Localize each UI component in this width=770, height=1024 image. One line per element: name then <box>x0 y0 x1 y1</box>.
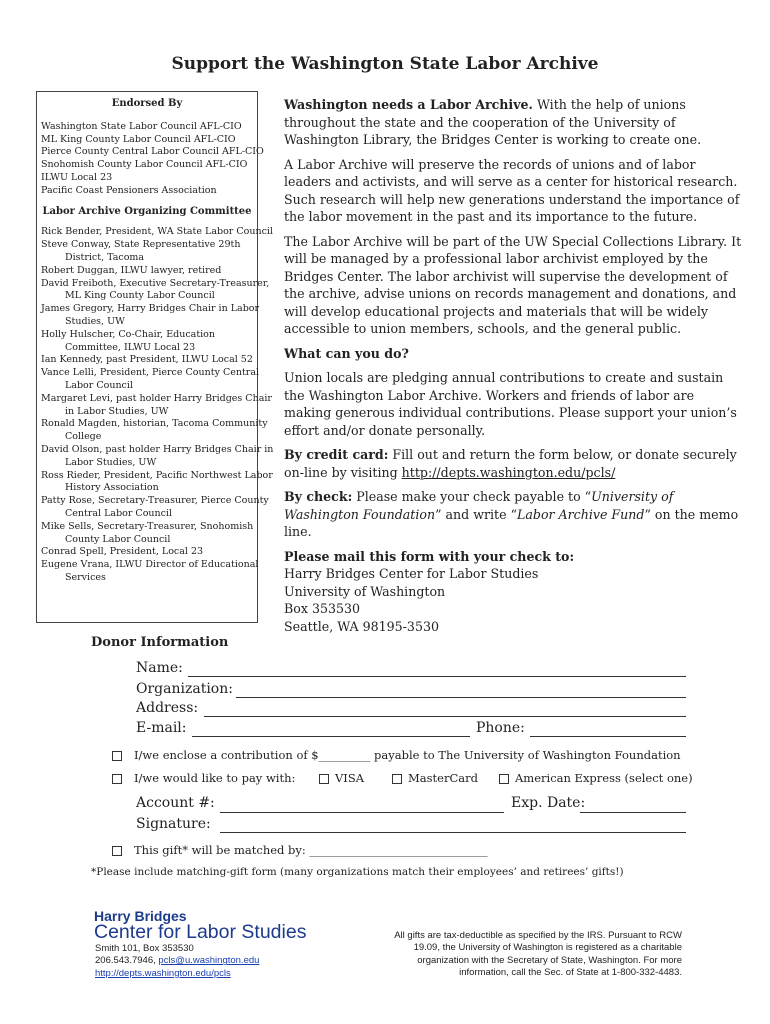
endorsing-org: ILWU Local 23 <box>41 171 113 183</box>
committee-member-continued: History Association <box>65 482 159 494</box>
committee-member-continued: Committee, ILWU Local 23 <box>65 341 196 353</box>
signature-field[interactable] <box>220 832 686 833</box>
name-field[interactable] <box>188 676 686 677</box>
visa-option: VISA <box>319 771 364 785</box>
email-label: E-mail: <box>136 720 187 736</box>
committee-heading: Labor Archive Organizing Committee <box>42 205 252 217</box>
logo-bottom-text: Center for Labor Studies <box>94 921 307 943</box>
donor-heading: Donor Information <box>91 635 229 650</box>
contact-phone-email: 206.543.7946, pcls@u.washington.edu <box>95 955 260 967</box>
organization-label: Organization: <box>136 681 233 697</box>
exp-date-field[interactable] <box>580 812 686 813</box>
pay-card-checkbox[interactable] <box>112 774 122 784</box>
matching-gift-checkbox[interactable] <box>112 846 122 856</box>
main-text <box>284 96 744 635</box>
committee-member: Holly Hulscher, Co-Chair, Education <box>41 328 216 340</box>
committee-member: Ronald Magden, historian, Tacoma Community <box>41 418 268 430</box>
committee-member-continued: Central Labor Council <box>65 507 173 519</box>
archive-paragraph: The Labor Archive will be part of the UW Special Collections Library. It will be managed by a professional labor archivist employed by the Bridges Center. The labor archivist will supervise the development of the archive, advise unions on records management and donations, and will develop educational projects and materials that will be widely accessible to union members, schools, and the general public. <box>284 233 742 336</box>
matching-gift-row: This gift* will be matched by: _______________________________ <box>112 843 488 857</box>
committee-member-continued: Labor Council <box>65 379 133 391</box>
logo-top-text: Harry Bridges <box>94 908 187 924</box>
endorsing-org: Pacific Coast Pensioners Association <box>41 184 217 196</box>
what-heading: What can you do? <box>284 345 409 361</box>
committee-member-continued: Labor Studies, UW <box>65 456 157 468</box>
contact-info <box>95 943 259 980</box>
committee-member: Vance Lelli, President, Pierce County Central <box>41 367 260 379</box>
committee-member-continued: in Labor Studies, UW <box>65 405 169 417</box>
account-field[interactable] <box>220 812 504 813</box>
address-label: Address: <box>136 700 199 716</box>
amex-checkbox[interactable] <box>499 774 509 784</box>
endorsing-org: Pierce County Central Labor Council AFL-CIO <box>41 146 264 158</box>
mail-address: Please mail this form with your check to: Harry Bridges Center for Labor Studies University of Washington Box 353530 Seattle, WA 98195-3530 <box>284 548 744 636</box>
mastercard-option: MasterCard <box>392 771 478 785</box>
committee-member: Ross Rieder, President, Pacific Northwest Labor <box>41 469 273 481</box>
mastercard-checkbox[interactable] <box>392 774 402 784</box>
signature-label: Signature: <box>136 816 211 832</box>
union-paragraph: Union locals are pledging annual contributions to create and sustain the Washington Labor Archive. Workers and friends of labor are making generous individual contributions. Please support your union’s effort and/or donate personally. <box>284 370 737 438</box>
committee-member-continued: District, Tacoma <box>65 251 145 263</box>
committee-member: Margaret Levi, past holder Harry Bridges Chair <box>41 392 272 404</box>
committee-member: Steve Conway, State Representative 29th <box>41 239 241 251</box>
intro-paragraph: Washington needs a Labor Archive. With the help of unions throughout the state and the cooperation of the University of Washington Library, the Bridges Center is working to create one. <box>284 97 702 147</box>
address-field[interactable] <box>204 716 686 717</box>
endorsing-org: ML King County Labor Council AFL-CIO <box>41 133 236 145</box>
phone-label: Phone: <box>476 720 525 736</box>
matching-gift-note: *Please include matching-gift form (many organizations match their employees’ and retirees’ gifts!) <box>91 866 624 878</box>
committee-member-continued: ML King County Labor Council <box>65 290 215 302</box>
name-label: Name: <box>136 660 183 676</box>
check-paragraph: By check: Please make your check payable to “University of Washington Foundation” and write “Labor Archive Fund” on the memo line. <box>284 489 739 539</box>
account-label: Account #: <box>136 795 215 811</box>
tax-disclaimer: All gifts are tax-deductible as specified by the IRS. Pursuant to RCW 19.09, the University of Washington is registered as a charitable organization with the Secretary of State, Washington. For more information, call the Sec. of State at 1-800-332-4483. <box>394 930 682 978</box>
contact-address: Smith 101, Box 353530 <box>95 943 194 954</box>
committee-member: Eugene Vrana, ILWU Director of Educational <box>41 559 259 571</box>
contribution-row: I/we enclose a contribution of $_________ payable to The University of Washington Foundation <box>112 748 681 762</box>
website-link[interactable]: http://depts.washington.edu/pcls <box>95 967 231 979</box>
endorsing-org: Washington State Labor Council AFL-CIO <box>41 120 242 132</box>
committee-member: Ian Kennedy, past President, ILWU Local 52 <box>41 354 253 366</box>
contribution-checkbox[interactable] <box>112 751 122 761</box>
committee-member: Robert Duggan, ILWU lawyer, retired <box>41 264 222 276</box>
committee-member-continued: College <box>65 431 102 443</box>
payment-method-row: I/we would like to pay with: <box>112 771 295 785</box>
committee-member: Mike Sells, Secretary-Treasurer, Snohomish <box>41 520 254 532</box>
amex-option: American Express (select one) <box>499 771 693 785</box>
committee-member: Conrad Spell, President, Local 23 <box>41 546 204 558</box>
credit-card-paragraph: By credit card: Fill out and return the form below, or donate securely on-line by visiting http://depts.washington.edu/pcls/ <box>284 447 737 480</box>
email-field[interactable] <box>192 736 470 737</box>
email-link[interactable]: pcls@u.washington.edu <box>158 955 260 967</box>
donate-link[interactable]: http://depts.washington.edu/pcls/ <box>401 464 616 480</box>
committee-member-list <box>41 226 274 584</box>
visa-checkbox[interactable] <box>319 774 329 784</box>
endorsed-heading: Endorsed By <box>111 98 183 109</box>
committee-member: James Gregory, Harry Bridges Chair in Labor <box>41 303 260 315</box>
committee-member: David Freiboth, Executive Secretary-Treasurer, <box>41 277 270 289</box>
committee-member: Rick Bender, President, WA State Labor Council <box>41 226 273 238</box>
committee-member: Patty Rose, Secretary-Treasurer, Pierce County <box>41 495 269 507</box>
phone-field[interactable] <box>530 736 686 737</box>
organization-field[interactable] <box>236 697 686 698</box>
committee-member-continued: County Labor Council <box>65 533 171 545</box>
endorsing-org-list <box>41 120 264 198</box>
committee-member-continued: Studies, UW <box>65 315 125 327</box>
exp-date-label: Exp. Date: <box>511 795 586 811</box>
committee-member: David Olson, past holder Harry Bridges Chair in <box>41 443 274 455</box>
committee-member-continued: Services <box>65 571 106 583</box>
endorsing-org: Snohomish County Labor Council AFL-CIO <box>41 159 248 171</box>
endorsement-box <box>36 91 274 623</box>
preserve-paragraph: A Labor Archive will preserve the records of unions and of labor leaders and activists, and will serve as a center for historical research. Such research will help new generations understand the importance of the labor movement in the past and its importance to the future. <box>284 156 740 224</box>
mail-heading: Please mail this form with your check to: <box>284 548 575 564</box>
page-title: Support the Washington State Labor Archive <box>171 54 599 74</box>
